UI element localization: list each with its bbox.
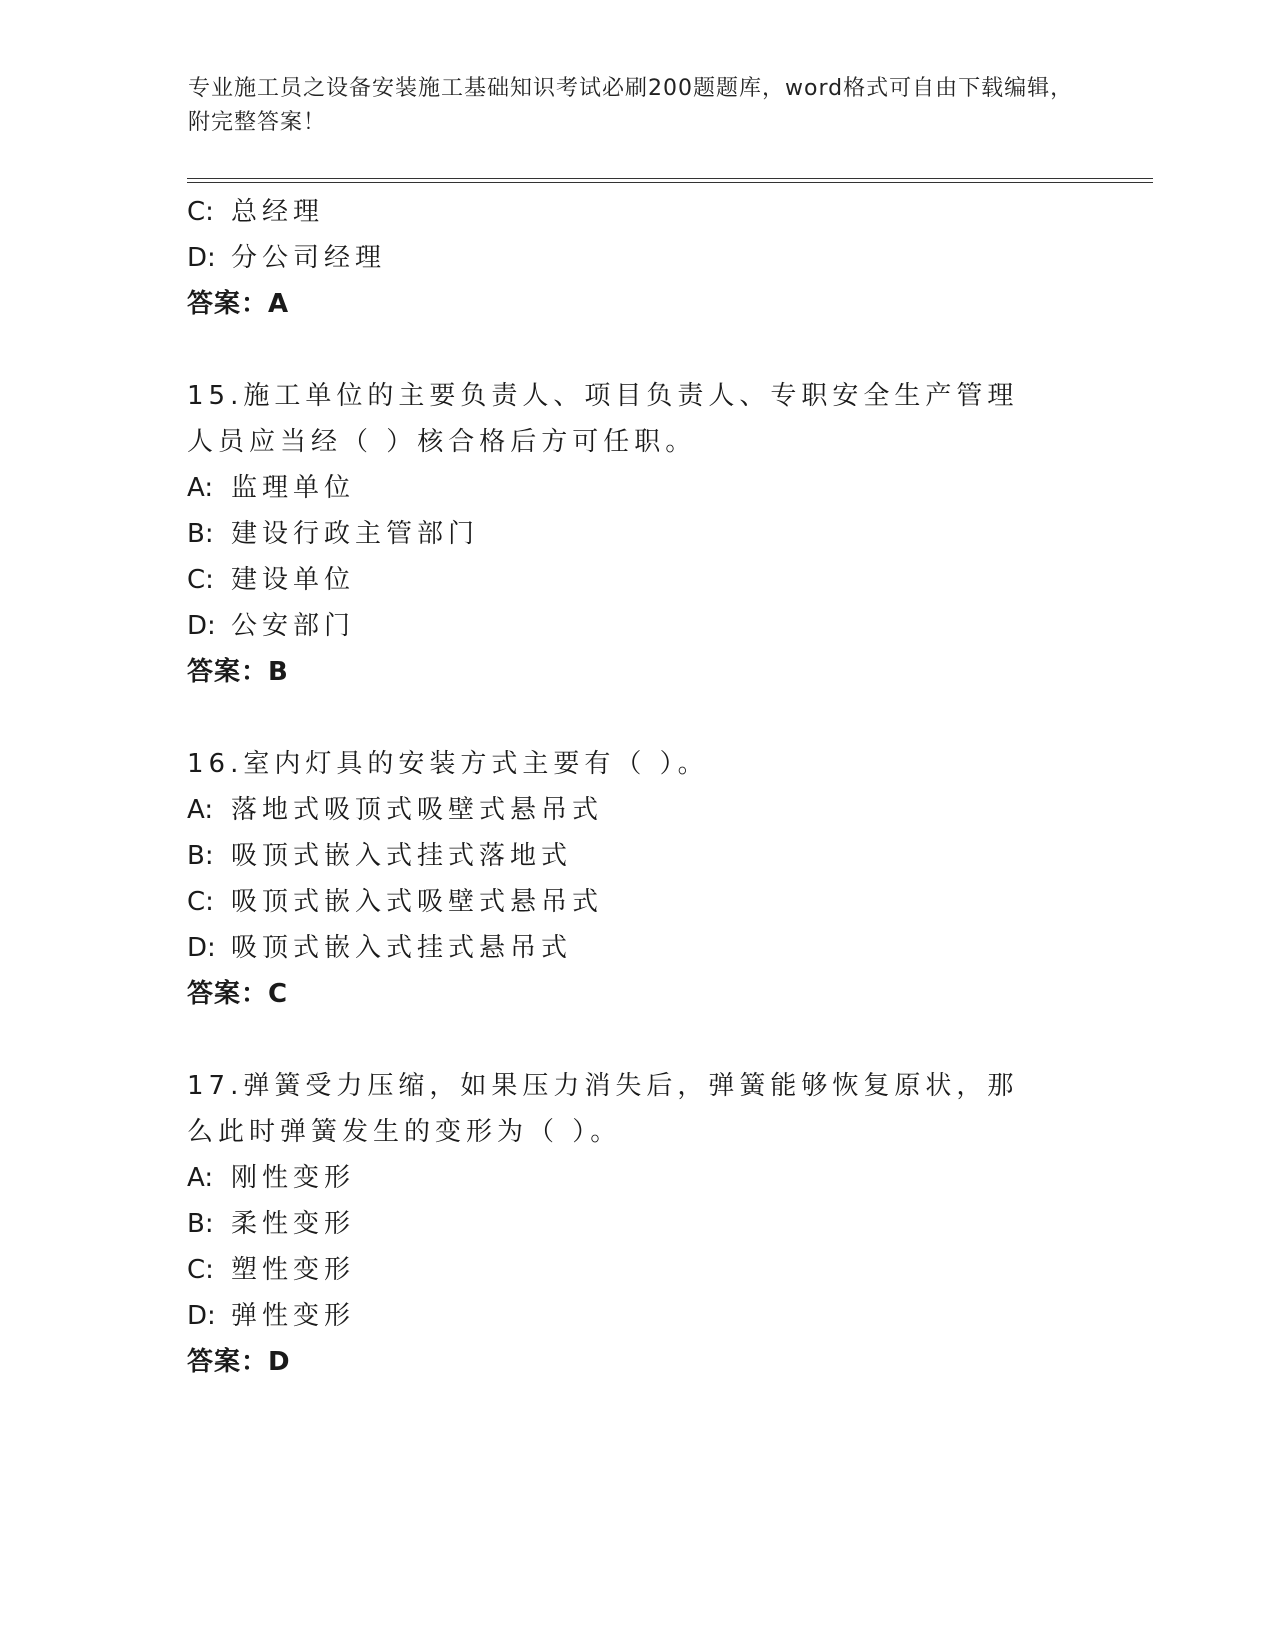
option-label: C: [187, 1255, 214, 1285]
option-label: C: [187, 887, 214, 917]
option-text: 分公司经理 [231, 243, 387, 273]
option-line [187, 1247, 1087, 1293]
spacer [187, 327, 1087, 373]
option-label: A: [187, 795, 214, 825]
option-label: D: [187, 611, 216, 641]
option-line [187, 603, 1087, 649]
option-text: 落地式吸顶式吸壁式悬吊式 [231, 795, 604, 825]
option-text: 公安部门 [231, 611, 356, 641]
spacer [187, 695, 1087, 741]
option-text: 刚性变形 [231, 1163, 356, 1193]
header-divider-top [187, 178, 1153, 179]
option-text: 吸顶式嵌入式吸壁式悬吊式 [231, 887, 604, 917]
option-label: B: [187, 841, 214, 871]
answer-line: 答案：C [187, 979, 289, 1009]
spacer [187, 1017, 1087, 1063]
option-line [187, 235, 1087, 281]
option-line [187, 925, 1087, 971]
option-line [187, 511, 1087, 557]
option-line [187, 1293, 1087, 1339]
option-text: 监理单位 [231, 473, 356, 503]
option-label: D: [187, 933, 216, 963]
option-label: C: [187, 197, 214, 227]
option-text: 柔性变形 [231, 1209, 356, 1239]
option-label: B: [187, 1209, 214, 1239]
option-text: 建设单位 [231, 565, 356, 595]
answer-line: 答案：B [187, 657, 289, 687]
option-label: C: [187, 565, 214, 595]
option-line [187, 189, 1087, 235]
option-line [187, 879, 1087, 925]
question-stem: 16.室内灯具的安装方式主要有（ ）。 [187, 749, 709, 779]
question-stem: 15.施工单位的主要负责人、项目负责人、专职安全生产管理人员应当经（ ）核合格后方可任职。 [187, 381, 1019, 457]
option-line [187, 833, 1087, 879]
option-line [187, 1155, 1087, 1201]
option-text: 吸顶式嵌入式挂式落地式 [231, 841, 573, 871]
answer-line: 答案：A [187, 289, 290, 319]
question-stem: 17.弹簧受力压缩，如果压力消失后，弹簧能够恢复原状，那么此时弹簧发生的变形为（ ）。 [187, 1071, 1019, 1147]
option-text: 建设行政主管部门 [231, 519, 480, 549]
option-text: 总经理 [231, 197, 325, 227]
option-text: 弹性变形 [231, 1301, 356, 1331]
option-line [187, 465, 1087, 511]
option-text: 塑性变形 [231, 1255, 356, 1285]
option-label: A: [187, 473, 214, 503]
option-label: D: [187, 1301, 216, 1331]
document-body [187, 189, 1087, 1385]
option-line [187, 787, 1087, 833]
option-text: 吸顶式嵌入式挂式悬吊式 [231, 933, 573, 963]
answer-line: 答案：D [187, 1347, 291, 1377]
option-label: B: [187, 519, 214, 549]
header-divider-bottom [187, 182, 1153, 183]
option-line [187, 1201, 1087, 1247]
page-header-title: 专业施工员之设备安装施工基础知识考试必刷200题题库，word格式可自由下载编辑，附完整答案！ [188, 76, 1074, 135]
option-label: D: [187, 243, 216, 273]
option-label: A: [187, 1163, 214, 1193]
option-line [187, 557, 1087, 603]
